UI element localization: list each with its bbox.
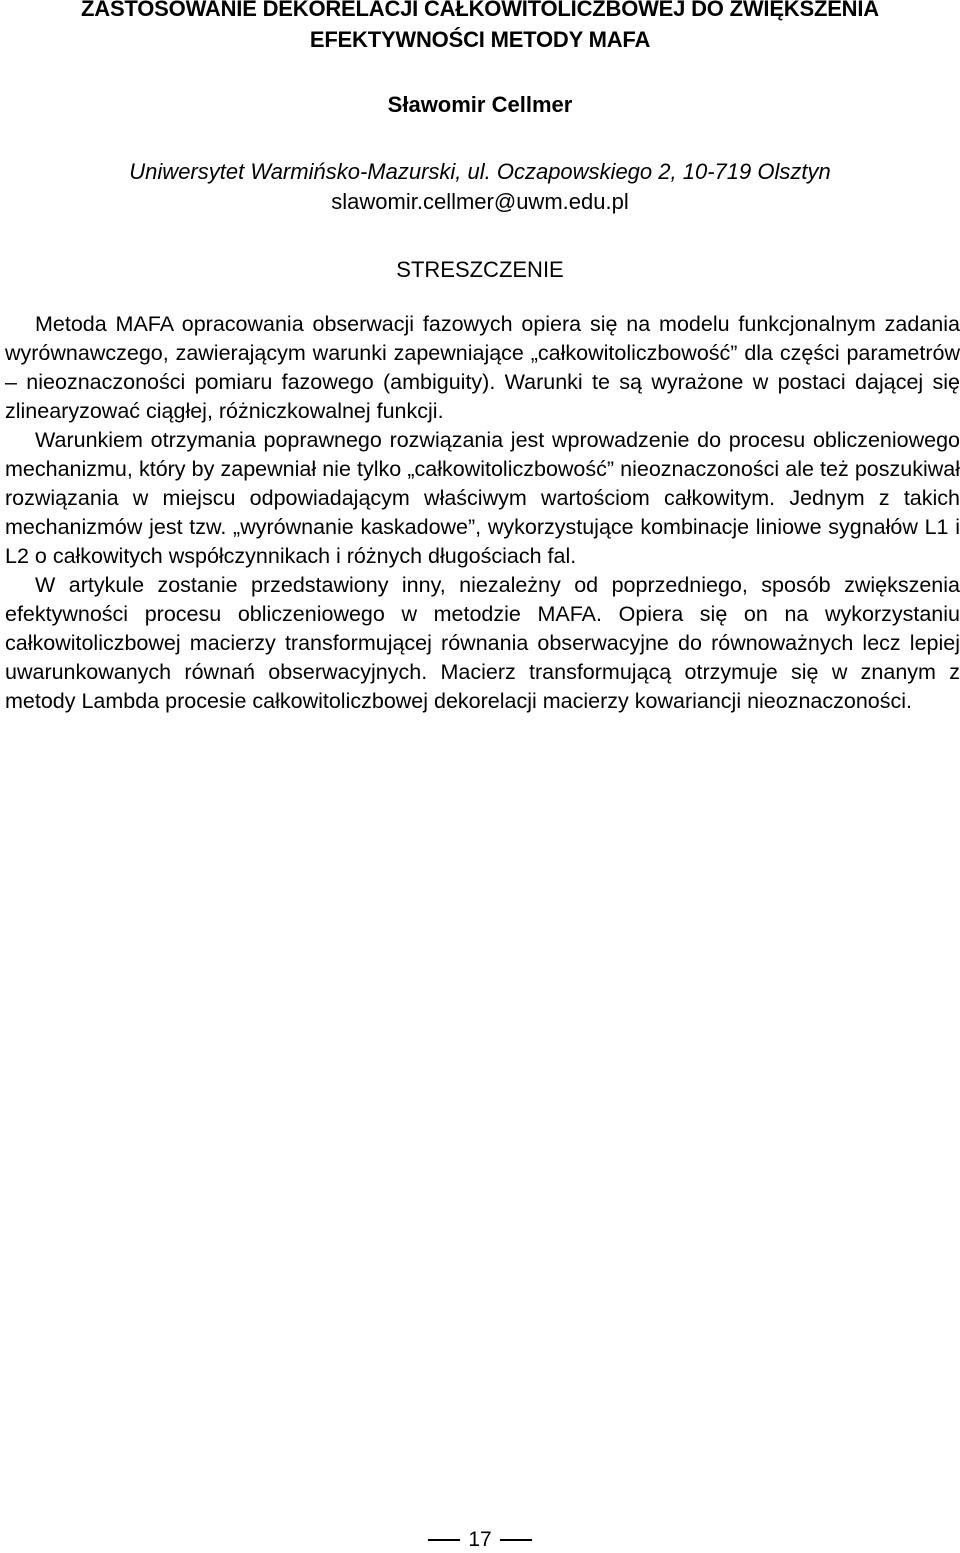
author-name: Sławomir Cellmer — [387, 92, 573, 117]
author-affiliation-block — [0, 157, 960, 217]
page-footer — [0, 1527, 960, 1553]
paper-title-line-2: EFEKTYWNOŚCI METODY MAFA — [309, 27, 651, 52]
abstract-paragraph-3: W artykule zostanie przedstawiony inny, niezależny od poprzedniego, sposób zwiększenia efektywności procesu obliczeniowego w metodzie MAFA. Opiera się on na wykorzystaniu całkowitoliczbowej macierzy transformującej równania obserwacyjne do równoważnych lecz lepiej uwarunkowanych równań obserwacyjnych. Macierz transformującą otrzymuje się w znanym z metody Lambda procesie całkowitoliczbowej dekorelacji macierzy kowariancji nieoznaczoności. — [5, 573, 960, 713]
abstract-body — [5, 310, 960, 716]
paper-title — [0, 0, 960, 55]
page-number: 17 — [468, 1528, 492, 1551]
author-email: slawomir.cellmer@uwm.edu.pl — [331, 189, 629, 214]
abstract-paragraph-1: Metoda MAFA opracowania obserwacji fazowych opiera się na modelu funkcjonalnym zadania wyrównawczego, zawierającym warunki zapewniające „całkowitoliczbowość” dla części parametrów – nieoznaczoności pomiaru fazowego (ambiguity). Warunki te są wyrażone w postaci dającej się zlinearyzować ciągłej, różniczkowalnej funkcji. — [5, 312, 960, 423]
page-number-left-rule — [428, 1539, 460, 1541]
abstract-heading: STRESZCZENIE — [396, 257, 564, 282]
abstract-paragraph-2: Warunkiem otrzymania poprawnego rozwiązania jest wprowadzenie do procesu obliczeniowego mechanizmu, który by zapewniał nie tylko „całkowitoliczbowość” nieoznaczoności ale też poszukiwał rozwiązania w miejscu odpowiadającym właściwym wartościom całkowitym. Jednym z takich mechanizmów jest tzw. „wyrównanie kaskadowe”, wykorzystujące kombinacje liniowe sygnałów L1 i L2 o całkowitych współczynnikach i różnych długościach fal. — [5, 428, 960, 568]
page-number-right-rule — [500, 1539, 532, 1541]
paper-title-line-1: ZASTOSOWANIE DEKORELACJI CAŁKOWITOLICZBOWEJ DO ZWIĘKSZENIA — [81, 0, 879, 21]
affiliation-address: Uniwersytet Warmińsko-Mazurski, ul. Oczapowskiego 2, 10-719 Olsztyn — [129, 159, 831, 184]
